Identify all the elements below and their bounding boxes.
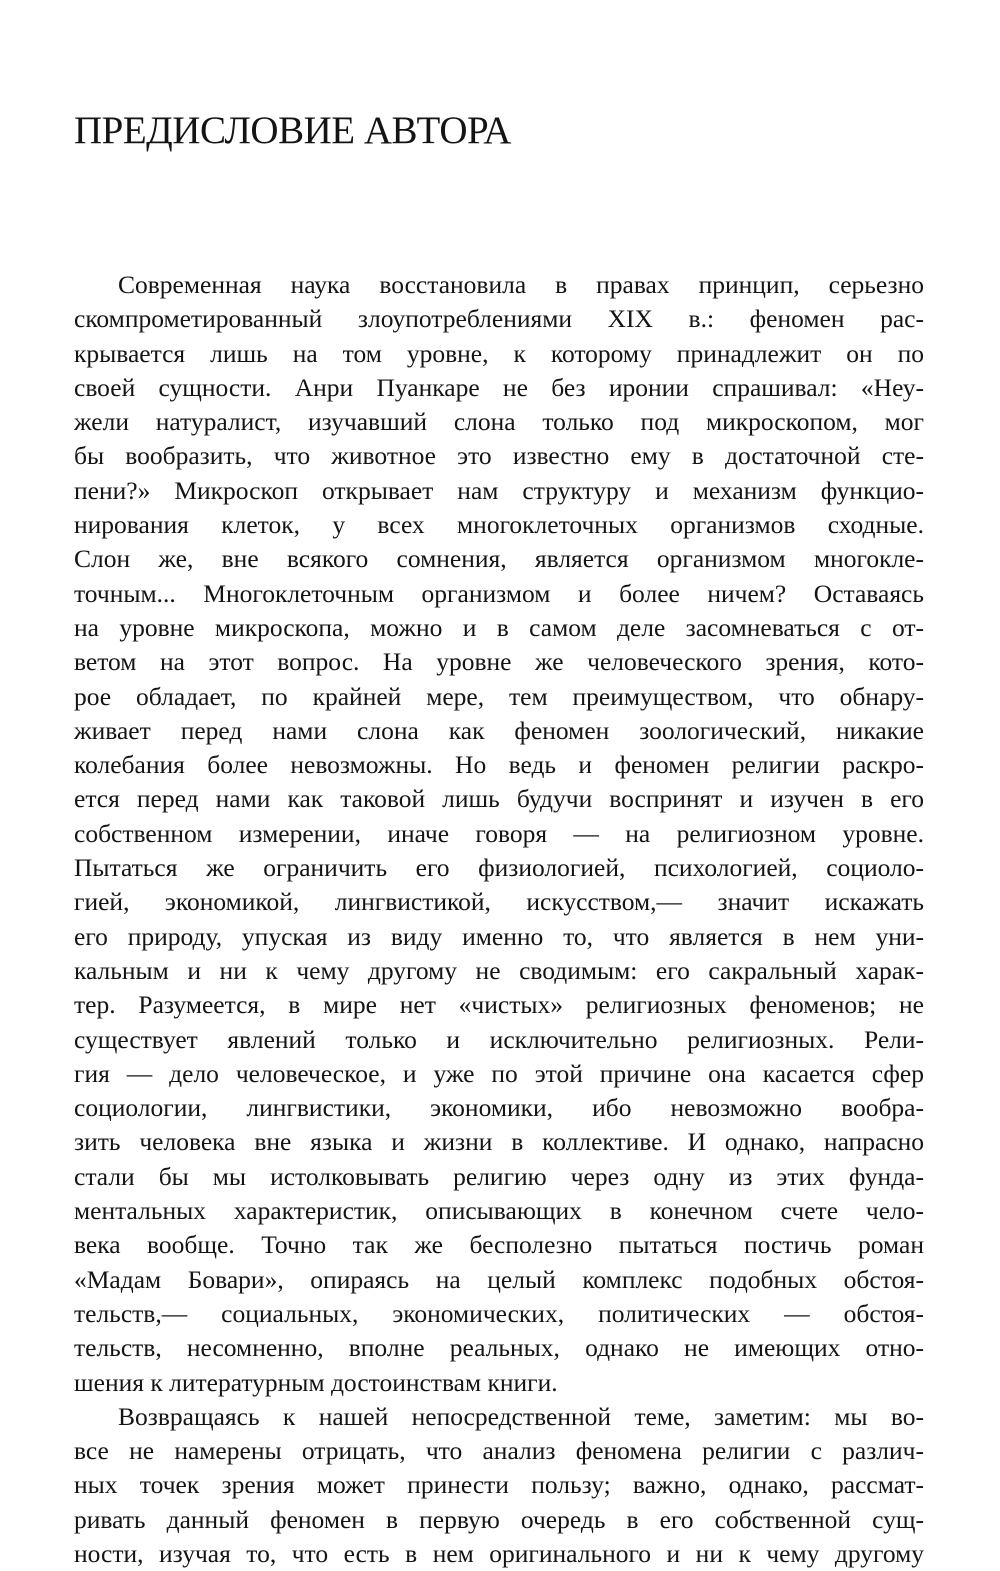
text-line: шения к литературным достоинствам книги. <box>74 1367 558 1397</box>
text-line: колебания более невозможны. Но ведь и феномен религии раскро- <box>74 750 924 780</box>
text-line: крывается лишь на том уровне, к которому принадлежит он по <box>74 338 924 368</box>
paragraph-1 <box>74 268 924 1400</box>
chapter-heading: ПРЕДИСЛОВИЕ АВТОРА <box>74 109 511 152</box>
text-line: ветом на этот вопрос. На уровне же человеческого зрения, кото- <box>74 647 924 677</box>
text-line: Возвращаясь к нашей непосредственной теме, заметим: мы во- <box>118 1401 924 1431</box>
text-line: собственном измерении, иначе говоря — на религиозном уровне. <box>74 818 924 848</box>
text-line: кальным и ни к чему другому не сводимым: его сакральный харак- <box>74 955 924 985</box>
text-line: ных точек зрения может принести пользу; важно, однако, рассмат- <box>74 1470 924 1500</box>
text-line: пени?» Микроскоп открывает нам структуру и механизм функцио- <box>74 475 924 505</box>
text-line: тер. Разумеется, в мире нет «чистых» религиозных феноменов; не <box>74 990 924 1020</box>
text-line: ривать данный феномен в первую очередь в его собственной сущ- <box>74 1504 924 1534</box>
text-line: стали бы мы истолковывать религию через одну из этих фунда- <box>74 1161 924 1191</box>
text-line: Современная наука восстановила в правах принцип, серьезно <box>118 270 924 299</box>
text-line: гия — дело человеческое, и уже по этой причине она касается сфер <box>74 1058 924 1088</box>
text-line: бы вообразить, что животное это известно ему в достаточной сте- <box>74 441 924 471</box>
text-line: жели натуралист, изучавший слона только под микроскопом, мог <box>74 407 924 437</box>
text-line: все не намерены отрицать, что анализ феномена религии с различ- <box>74 1436 924 1466</box>
text-line: гией, экономикой, лингвистикой, искусством,— значит искажать <box>74 887 924 917</box>
body-text <box>74 268 924 1571</box>
text-line: ется перед нами как таковой лишь будучи воспринят и изучен в его <box>74 784 924 814</box>
text-line: скомпрометированный злоупотреблениями XIX в.: феномен рас- <box>74 304 924 334</box>
text-line: ментальных характеристик, описывающих в конечном счете чело- <box>74 1196 924 1226</box>
text-line: своей сущности. Анри Пуанкаре не без иронии спрашивал: «Неу- <box>74 372 924 402</box>
text-line: нирования клеток, у всех многоклеточных организмов сходные. <box>74 510 924 540</box>
text-line: его природу, упуская из виду именно то, что является в нем уни- <box>74 921 924 951</box>
text-line: тельств,— социальных, экономических, политических — обстоя- <box>74 1298 924 1328</box>
text-line: рое обладает, по крайней мере, тем преимуществом, что обнару- <box>74 681 924 711</box>
text-line: века вообще. Точно так же бесполезно пытаться постичь роман <box>74 1230 924 1260</box>
text-line: существует явлений только и исключительно религиозных. Рели- <box>74 1024 924 1054</box>
text-line: зить человека вне языка и жизни в коллективе. И однако, напрасно <box>74 1127 924 1157</box>
text-line: социологии, лингвистики, экономики, ибо невозможно вообра- <box>74 1093 924 1123</box>
text-line: живает перед нами слона как феномен зоологический, никакие <box>74 715 924 745</box>
text-line: на уровне микроскопа, можно и в самом деле засомневаться с от- <box>74 612 924 642</box>
text-line: ности, изучая то, что есть в нем оригинального и ни к чему другому <box>74 1538 924 1568</box>
text-line: тельств, несомненно, вполне реальных, однако не имеющих отно- <box>74 1333 924 1363</box>
text-line: Слон же, вне всякого сомнения, является организмом многокле- <box>74 544 924 574</box>
paragraph-2 <box>74 1400 924 1571</box>
text-line: точным... Многоклеточным организмом и более ничем? Оставаясь <box>74 578 924 608</box>
text-line: «Мадам Бовари», опираясь на целый комплекс подобных обстоя- <box>74 1264 924 1294</box>
text-line: Пытаться же ограничить его физиологией, психологией, социоло- <box>74 853 924 883</box>
